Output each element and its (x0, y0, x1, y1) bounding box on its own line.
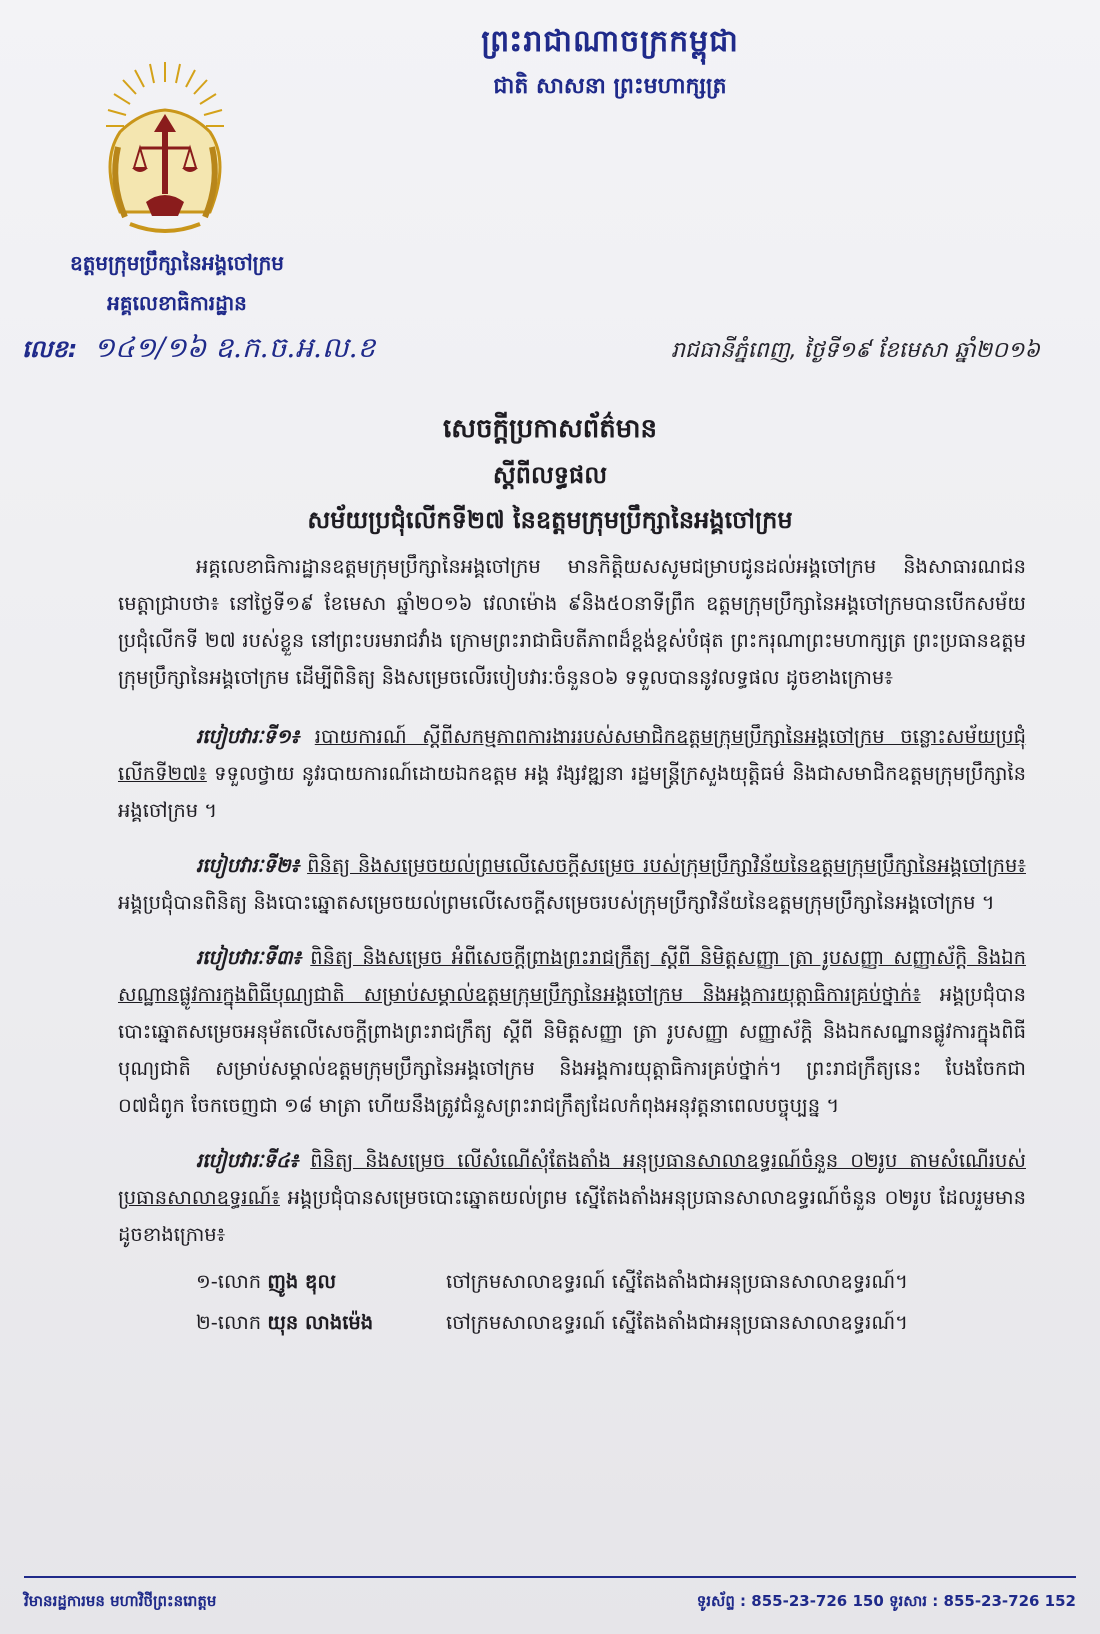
agenda-item-text: អង្គប្រជុំបានពិនិត្យ និងបោះឆ្នោតសម្រេចយល់ព្រមលើសេចក្តីសម្រេចរបស់ក្រុមប្រឹក្សាវិន័យនៃឧត្តមក្រុមប្រឹក្សានៃអង្គចៅក្រម ។ (118, 891, 995, 914)
agenda-item-label: របៀបវារៈទី៤៖ (196, 1149, 299, 1172)
appointee-role: ចៅក្រមសាលាឧទ្ធរណ៍ ស្នើតែងតាំងជាអនុប្រធានសាលាឧទ្ធរណ៍។ (446, 1311, 908, 1334)
reference-label: លេខ: (22, 335, 78, 363)
agenda-item-text: អង្គប្រជុំបានសម្រេចបោះឆ្នោតយល់ព្រម ស្នើតែងតាំងអនុប្រធានសាលាឧទ្ធរណ៍ចំនួន ០២រូប ដែលរួមមានដូចខាងក្រោម៖ (118, 1186, 1027, 1246)
agenda-item-2 (118, 847, 1026, 921)
appointee-role: ចៅក្រមសាលាឧទ្ធរណ៍ ស្នើតែងតាំងជាអនុប្រធានសាលាឧទ្ធរណ៍។ (446, 1270, 908, 1293)
agenda-item-heading: ពិនិត្យ និងសម្រេច អំពីសេចក្តីព្រាងព្រះរាជក្រឹត្យ ស្តីពី និមិត្តសញ្ញា ត្រា រូបសញ្ញា សញ្ញាស័ក្តិ និងឯកសណ្ឋានផ្លូវការក្នុងពិធីបុណ្យជាតិ សម្រាប់សម្គាល់ឧត្តមក្រុមប្រឹក្សានៃអង្គចៅក្រម និងអង្គការយុត្តាធិការគ្រប់ថ្នាក់៖ (118, 946, 1027, 1006)
organization-name: ឧត្តមក្រុមប្រឹក្សានៃអង្គចៅក្រម (70, 251, 284, 275)
document-body (118, 548, 1026, 1345)
appointee-prefix: ២-លោក (196, 1311, 262, 1334)
secretariat-name: អគ្គលេខាធិការដ្ឋាន (107, 291, 247, 315)
intro-paragraph (118, 548, 1026, 696)
agenda-item-1 (118, 718, 1026, 829)
agenda-item-4 (118, 1142, 1026, 1253)
agenda-item-heading: ពិនិត្យ និងសម្រេច លើសំណើសុំតែងតាំង អនុប្រធានសាលាឧទ្ធរណ៍ចំនួន ០២រូប តាមសំណើរបស់ប្រធានសាលាឧទ្ធរណ៍៖ (118, 1149, 1026, 1209)
document-subtitle: ស្តីពីលទ្ធផល (492, 461, 608, 489)
appointee-name (196, 1304, 446, 1341)
document-date: រាជធានីភ្នំពេញ, ថ្ងៃទី១៩ ខែមេសា ឆ្នាំ២០១៦ (670, 338, 1040, 363)
document-topic: សម័យប្រជុំលើកទី២៧ នៃឧត្តមក្រុមប្រឹក្សានៃអង្គចៅក្រម (307, 506, 793, 534)
appointee-name (196, 1263, 446, 1300)
footer-address: វិមានរដ្ឋការមន មហាវិថីព្រះនរោត្តម (24, 1592, 217, 1610)
agenda-item-heading: របាយការណ៍ ស្តីពីសកម្មភាពការងាររបស់សមាជិកឧត្តមក្រុមប្រឹក្សានៃអង្គចៅក្រម ចន្លោះសម័យប្រជុំលើកទី២៧៖ (118, 725, 1027, 785)
appointee-fullname: ញូង ឌុល (267, 1270, 337, 1293)
document-title-block (0, 412, 1100, 540)
intro-text: អគ្គលេខាធិការដ្ឋានឧត្តមក្រុមប្រឹក្សានៃអង្គចៅក្រម មានកិត្តិយសសូមជម្រាបជូនដល់អង្គចៅក្រម និងសាធារណជន មេត្តាជ្រាបថា៖ នៅថ្ងៃទី១៩ ខែមេសា ឆ្នាំ២០១៦ វេលាម៉ោង ៩និង៥០នាទីព្រឹក ឧត្តមក្រុមប្រឹក្សានៃអង្គចៅក្រមបានបើកសម័យប្រជុំលើកទី ២៧ របស់ខ្លួន នៅព្រះបរមរាជវាំង ក្រោមព្រះរាជាធិបតីភាពដ៏ខ្ពង់ខ្ពស់បំផុត ព្រះករុណាព្រះមហាក្សត្រ ព្រះប្រធានឧត្តមក្រុមប្រឹក្សានៃអង្គចៅក្រម ដើម្បីពិនិត្យ និងសម្រេចលើរបៀបវារៈចំនួន០៦ ទទួលបាននូវលទ្ធផល ដូចខាងក្រោម៖ (118, 555, 1026, 689)
list-item (196, 1263, 1026, 1300)
reference-value: ១៤១/១៦ ឧ.ក.ច.អ.ល.ខ (93, 331, 376, 364)
kingdom-title: ព្រះរាជាណាចក្រកម្ពុជា (481, 24, 739, 59)
agenda-item-label: របៀបវារៈទី១៖ (196, 725, 300, 748)
issuing-organization (22, 250, 332, 320)
document-title: សេចក្តីប្រកាសព័ត៌មាន (442, 414, 658, 444)
reference-row (22, 330, 1040, 390)
agenda-item-label: របៀបវារៈទី៣៖ (196, 946, 302, 969)
footer-contact: ទូរស័ព្ទ : 855-23-726 150 ទូរសារ : 855-23-726 152 (696, 1592, 1076, 1610)
agenda-item-text: ទទួលថ្វាយ នូវរបាយការណ៍ដោយឯកឧត្តម អង្គ វង្សវឌ្ឍនា រដ្ឋមន្ត្រីក្រសួងយុត្តិធម៌ និងជាសមាជិកឧត្តមក្រុមប្រឹក្សានៃអង្គចៅក្រម ។ (118, 762, 1026, 822)
agenda-item-heading: ពិនិត្យ និងសម្រេចយល់ព្រមលើសេចក្តីសម្រេច របស់ក្រុមប្រឹក្សាវិន័យនៃឧត្តមក្រុមប្រឹក្សានៃអង្គចៅក្រម៖ (307, 854, 1026, 877)
appointee-prefix: ១-លោក (196, 1270, 262, 1293)
agenda-item-label: របៀបវារៈទី២៖ (196, 854, 300, 877)
appointee-list (196, 1263, 1026, 1341)
appointee-fullname: យុន លាងម៉េង (267, 1311, 374, 1334)
agenda-item-text: អង្គប្រជុំបានបោះឆ្នោតសម្រេចអនុម័តលើសេចក្តីព្រាងព្រះរាជក្រឹត្យ ស្តីពី និមិត្តសញ្ញា ត្រា រូបសញ្ញា សញ្ញាស័ក្តិ និងឯកសណ្ឋានផ្លូវការក្នុងពិធីបុណ្យជាតិ សម្រាប់សម្គាល់ឧត្តមក្រុមប្រឹក្សានៃអង្គចៅក្រម និងអង្គការយុត្តាធិការគ្រប់ថ្នាក់។ ព្រះរាជក្រឹត្យនេះ បែងចែកជា ០៧ជំពូក ចែកចេញជា ១៨ មាត្រា ហើយនឹងត្រូវជំនួសព្រះរាជក្រឹត្យដែលកំពុងអនុវត្តនាពេលបច្ចុប្បន្ន ។ (118, 983, 1027, 1117)
agenda-item-3 (118, 939, 1026, 1124)
document-footer (24, 1576, 1076, 1614)
reference-number (22, 330, 375, 371)
list-item (196, 1304, 1026, 1341)
national-motto: ជាតិ សាសនា ព្រះមហាក្សត្រ (493, 74, 727, 99)
judicial-emblem-icon (90, 52, 240, 242)
